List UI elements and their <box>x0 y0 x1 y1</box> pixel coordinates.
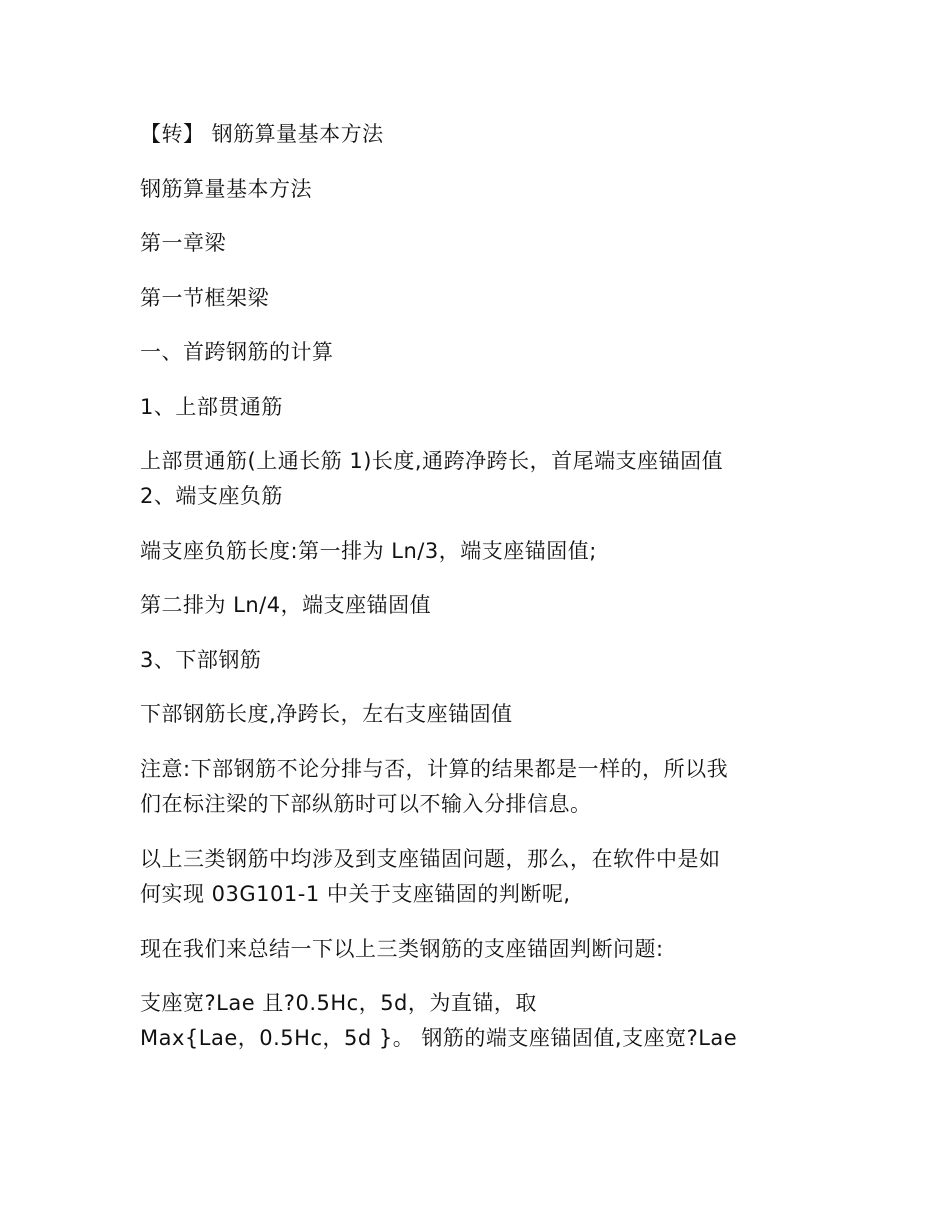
paragraph-line: Max{Lae，0.5Hc，5d }。 钢筋的端支座锚固值,支座宽?Lae <box>140 1026 738 1050</box>
document-subtitle: 钢筋算量基本方法 <box>140 177 312 201</box>
note-line: 注意:下部钢筋不论分排与否，计算的结果都是一样的，所以我 <box>140 757 729 781</box>
note-line: 们在标注梁的下部纵筋时可以不输入分排信息。 <box>140 792 592 816</box>
chapter-heading: 第一章梁 <box>140 231 226 255</box>
document-title: 【转】 钢筋算量基本方法 <box>140 122 384 146</box>
paragraph-line: 现在我们来总结一下以上三类钢筋的支座锚固判断问题: <box>140 937 664 961</box>
paragraph-line: 上部贯通筋(上通长筋 1)长度,通跨净跨长，首尾端支座锚固值 <box>140 449 724 473</box>
paragraph-line: 端支座负筋长度:第一排为 Ln/3，端支座锚固值; <box>140 539 597 563</box>
item-heading-2: 2、端支座负筋 <box>140 484 283 508</box>
item-heading-3: 3、下部钢筋 <box>140 648 262 672</box>
section-heading: 第一节框架梁 <box>140 286 269 310</box>
paragraph-line: 支座宽?Lae 且?0.5Hc，5d，为直锚，取 <box>140 991 537 1015</box>
paragraph-line: 第二排为 Ln/4，端支座锚固值 <box>140 593 432 617</box>
subsection-heading: 一、首跨钢筋的计算 <box>140 340 334 364</box>
paragraph-line: 下部钢筋长度,净跨长，左右支座锚固值 <box>140 702 513 726</box>
item-heading-1: 1、上部贯通筋 <box>140 395 283 419</box>
paragraph-line: 何实现 03G101-1 中关于支座锚固的判断呢, <box>140 882 571 906</box>
paragraph-line: 以上三类钢筋中均涉及到支座锚固问题，那么，在软件中是如 <box>140 847 721 871</box>
